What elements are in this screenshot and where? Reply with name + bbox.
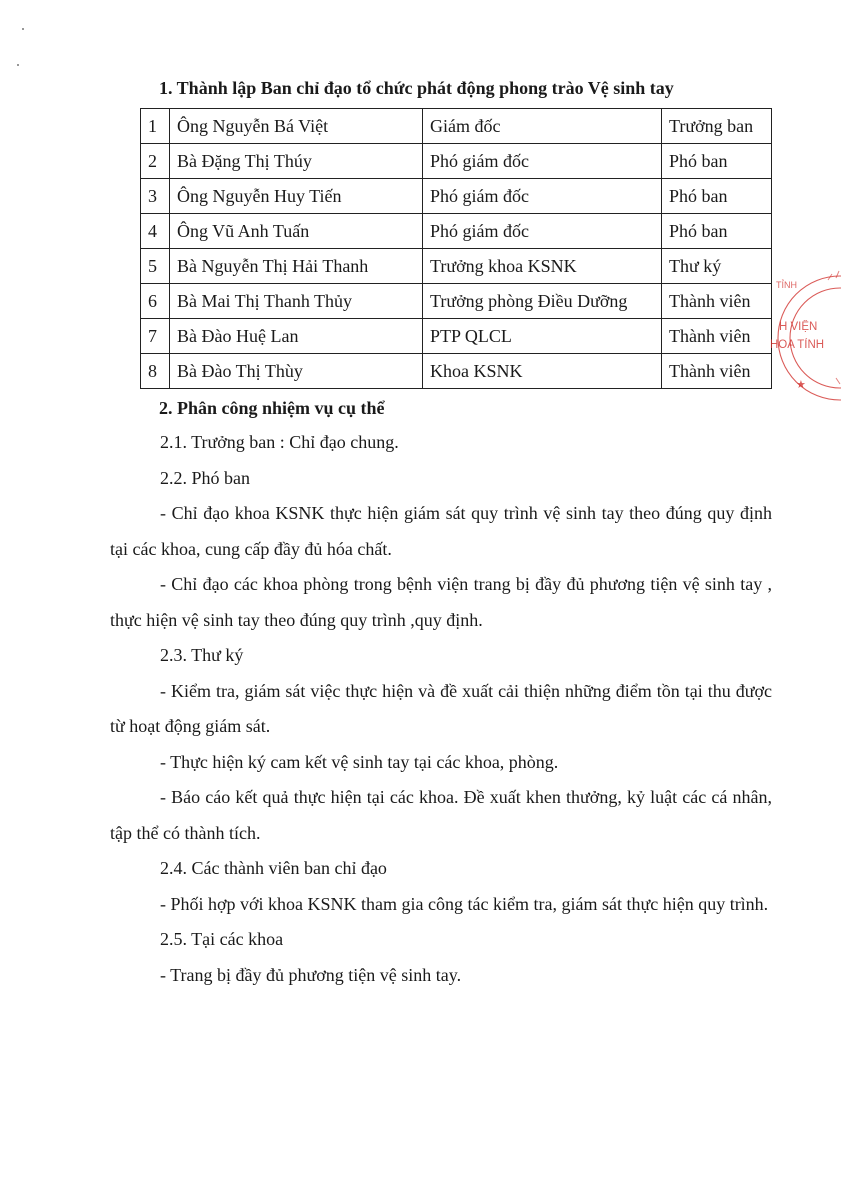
member-number: 3 bbox=[141, 179, 170, 214]
stamp-text-line2: HOA TỈNH bbox=[770, 339, 825, 351]
subsection-2-2-item-b: - Chỉ đạo các khoa phòng trong bệnh viện trang bị đầy đủ phương tiện vệ sinh tay , thực hiện vệ sinh tay theo đúng quy trình ,quy định. bbox=[110, 574, 772, 630]
section-heading-1: 1. Thành lập Ban chỉ đạo tổ chức phát động phong trào Vệ sinh tay bbox=[159, 78, 674, 98]
member-role: Thư ký bbox=[662, 249, 772, 284]
member-role: Phó ban bbox=[662, 179, 772, 214]
member-name: Ông Vũ Anh Tuấn bbox=[170, 214, 423, 249]
member-number: 8 bbox=[141, 354, 170, 389]
member-name: Ông Nguyễn Huy Tiến bbox=[170, 179, 423, 214]
assignment-body bbox=[110, 425, 772, 993]
committee-row bbox=[141, 144, 772, 179]
scan-speck bbox=[17, 64, 19, 66]
member-name: Bà Đặng Thị Thúy bbox=[170, 144, 423, 179]
member-position: Phó giám đốc bbox=[423, 179, 662, 214]
stamp-star-icon: ★ bbox=[796, 379, 806, 391]
member-number: 4 bbox=[141, 214, 170, 249]
member-name: Ông Nguyễn Bá Việt bbox=[170, 109, 423, 144]
committee-row bbox=[141, 214, 772, 249]
member-number: 1 bbox=[141, 109, 170, 144]
member-position: Phó giám đốc bbox=[423, 214, 662, 249]
subsection-2-5-title: 2.5. Tại các khoa bbox=[160, 929, 284, 949]
section-heading-2: 2. Phân công nhiệm vụ cụ thể bbox=[159, 398, 385, 418]
member-role: Thành viên bbox=[662, 319, 772, 354]
committee-table-body bbox=[141, 109, 772, 389]
member-number: 2 bbox=[141, 144, 170, 179]
committee-row bbox=[141, 354, 772, 389]
committee-row bbox=[141, 109, 772, 144]
committee-row bbox=[141, 284, 772, 319]
committee-table bbox=[140, 108, 772, 389]
committee-row bbox=[141, 319, 772, 354]
scan-speck bbox=[22, 28, 24, 30]
member-number: 7 bbox=[141, 319, 170, 354]
member-role: Thành viên bbox=[662, 354, 772, 389]
stamp-top-text: TỈNH bbox=[776, 280, 797, 290]
official-seal-stamp bbox=[766, 268, 841, 404]
subsection-2-2-item-a: - Chỉ đạo khoa KSNK thực hiện giám sát quy trình vệ sinh tay theo đúng quy định tại các khoa, cung cấp đầy đủ hóa chất. bbox=[110, 503, 772, 559]
member-role: Phó ban bbox=[662, 144, 772, 179]
member-position: Trưởng phòng Điều Dưỡng bbox=[423, 284, 662, 319]
subsection-2-4-title: 2.4. Các thành viên ban chỉ đạo bbox=[160, 858, 387, 878]
subsection-2-3-item-c: - Báo cáo kết quả thực hiện tại các khoa. Đề xuất khen thưởng, kỷ luật các cá nhân, tập thể có thành tích. bbox=[110, 787, 772, 843]
member-position: Phó giám đốc bbox=[423, 144, 662, 179]
subsection-2-2-title: 2.2. Phó ban bbox=[160, 467, 250, 488]
member-role: Trưởng ban bbox=[662, 109, 772, 144]
member-position: Khoa KSNK bbox=[423, 354, 662, 389]
subsection-2-4-item-a: - Phối hợp với khoa KSNK tham gia công tác kiểm tra, giám sát thực hiện quy trình. bbox=[160, 893, 769, 914]
member-name: Bà Đào Thị Thùy bbox=[170, 354, 423, 389]
member-name: Bà Mai Thị Thanh Thủy bbox=[170, 284, 423, 319]
subsection-2-3-title: 2.3. Thư ký bbox=[160, 645, 244, 665]
committee-row bbox=[141, 249, 772, 284]
member-role: Phó ban bbox=[662, 214, 772, 249]
member-role: Thành viên bbox=[662, 284, 772, 319]
member-name: Bà Nguyễn Thị Hải Thanh bbox=[170, 249, 423, 284]
member-position: Giám đốc bbox=[423, 109, 662, 144]
member-name: Bà Đào Huệ Lan bbox=[170, 319, 423, 354]
member-number: 6 bbox=[141, 284, 170, 319]
member-position: Trưởng khoa KSNK bbox=[423, 249, 662, 284]
subsection-2-1: 2.1. Trưởng ban : Chỉ đạo chung. bbox=[160, 432, 399, 452]
member-number: 5 bbox=[141, 249, 170, 284]
subsection-2-5-item-a: - Trang bị đầy đủ phương tiện vệ sinh tay. bbox=[160, 964, 462, 985]
stamp-text-line1: H VIỆN bbox=[779, 321, 818, 333]
committee-row bbox=[141, 179, 772, 214]
member-position: PTP QLCL bbox=[423, 319, 662, 354]
subsection-2-3-item-a: - Kiểm tra, giám sát việc thực hiện và đề xuất cải thiện những điểm tồn tại thu được từ hoạt động giám sát. bbox=[110, 680, 772, 736]
subsection-2-3-item-b: - Thực hiện ký cam kết vệ sinh tay tại các khoa, phòng. bbox=[160, 751, 559, 772]
